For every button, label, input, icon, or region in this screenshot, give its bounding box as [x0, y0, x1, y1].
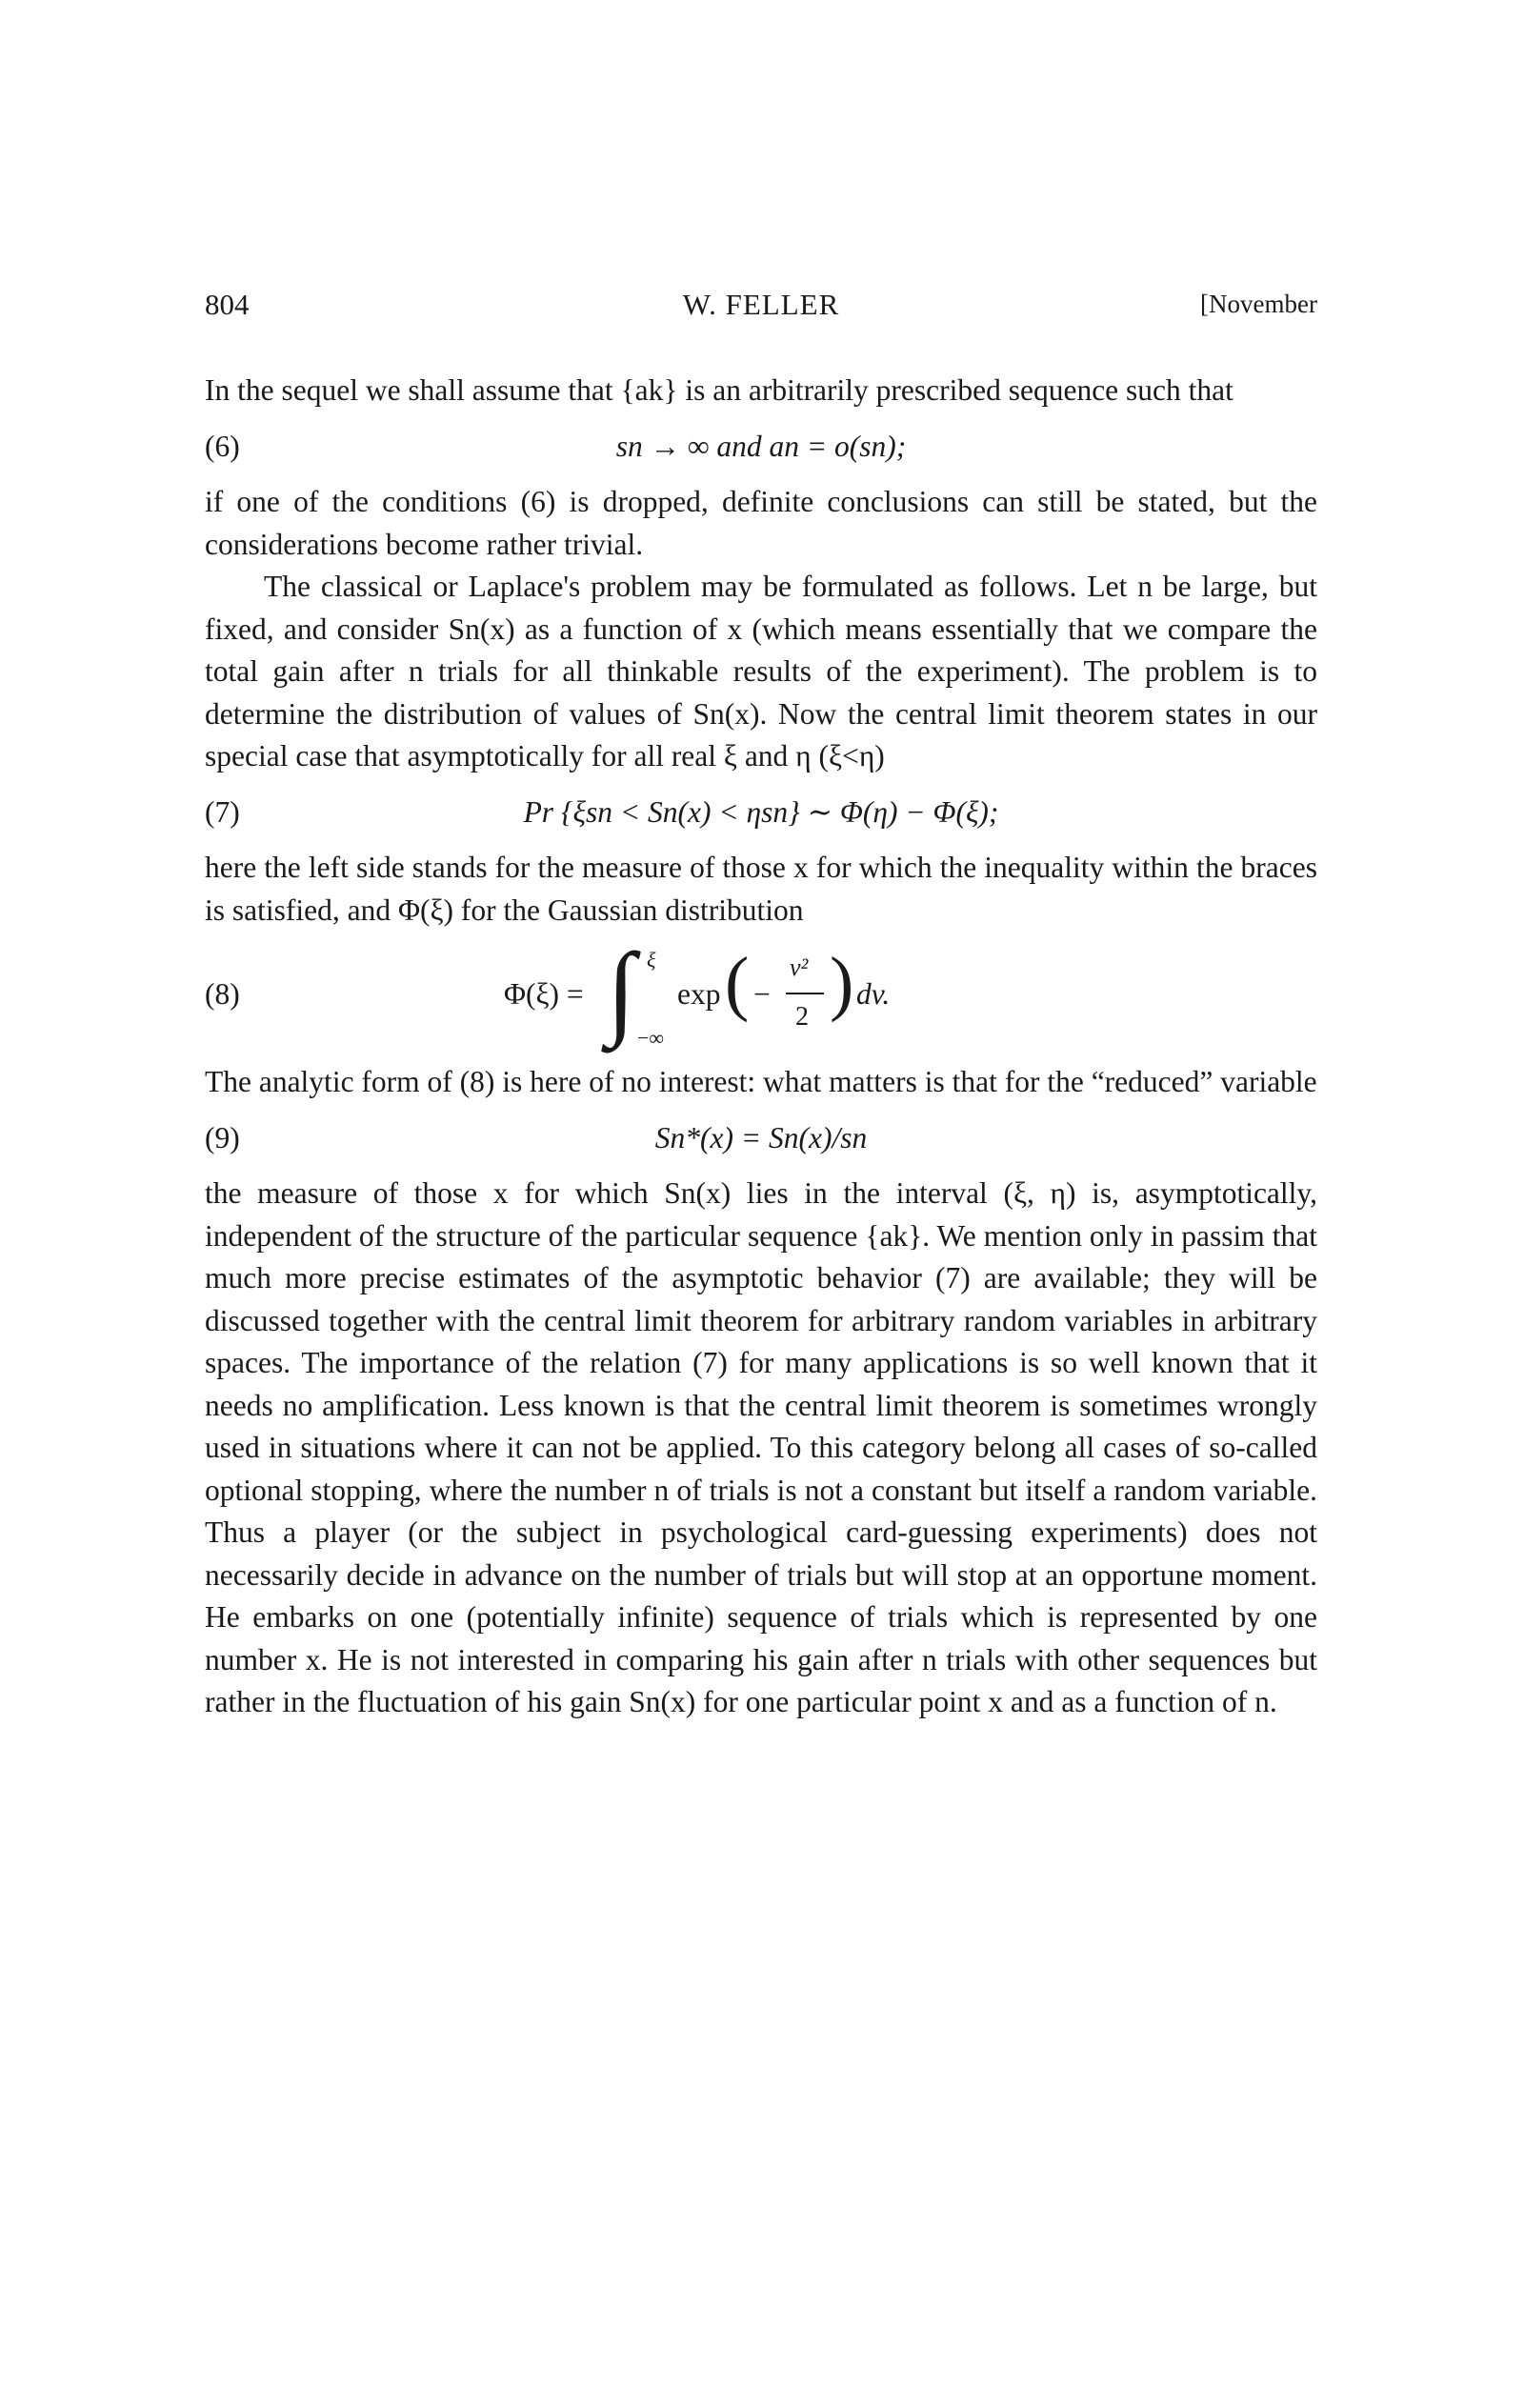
- fraction-denominator: 2: [795, 1002, 809, 1032]
- running-month: [November: [1200, 290, 1317, 318]
- right-paren: ): [830, 943, 854, 1023]
- equation-8-body: [504, 932, 1018, 1050]
- equation-8-expression: [205, 932, 1317, 1056]
- equation-7-expression: Pr {ξsn < Sn(x) < ηsn} ∼ Φ(η) − Φ(ξ);: [523, 794, 999, 829]
- fraction-numerator: v²: [790, 953, 809, 981]
- integral-lower-limit: −∞: [637, 1026, 665, 1050]
- running-header: [205, 288, 1317, 326]
- equation-7: [205, 792, 1317, 834]
- equation-9-tag: (9): [205, 1120, 240, 1154]
- equation-8: [205, 932, 1317, 1050]
- body-text: [205, 370, 1317, 1724]
- paragraph-laplace: The classical or Laplace's problem may be formulated as follows. Let n be large, but fixed, and consider Sn(x) as a function of x (which means essentially that we compare the total gain after n trials for all thinkable results of the experiment). The problem is to determine the distribution of values of Sn(x). Now the central limit theorem states in our special case that asymptotically for all real ξ and η (ξ<η): [205, 570, 1317, 773]
- equation-9-expression: Sn*(x) = Sn(x)/sn: [654, 1120, 868, 1154]
- paragraph-measure: here the left side stands for the measure of those x for which the inequality within the braces is satisfied, and Φ(ξ) for the Gaussian distribution: [205, 851, 1317, 927]
- equation-7-tag: (7): [205, 794, 240, 829]
- paragraph-analytic-form: The analytic form of (8) is here of no interest: what matters is that for the “reduced” variable: [205, 1065, 1317, 1098]
- minus-sign: −: [753, 977, 771, 1011]
- running-author: W. FELLER: [682, 288, 840, 321]
- equation-8-tag: (8): [205, 977, 240, 1011]
- paragraph-optional-stopping: the measure of those x for which Sn(x) lies in the interval (ξ, η) is, asymptotically, independent of the structure of the particular sequence {ak}. We mention only in passim that much more precise estimates of the asymptotic behavior (7) are available; they will be discussed together with the central limit theorem for arbitrary random variables in arbitrary spaces. The importance of the relation (7) for many applications is so well known that it needs no amplification. Less known is that the central limit theorem is sometimes wrongly used in situations where it can not be applied. To this category belong all cases of so-called optional stopping, where the number n of trials is not a constant but itself a random variable. Thus a player (or the subject in psychological card-guessing experiments) does not necessarily decide in advance on the number of trials but will stop at an opportune moment. He embarks on one (potentially infinite) sequence of trials which is represented by one number x. He is not interested in comparing his gain after n trials with other sequences but rather in the fluctuation of his gain Sn(x) for one particular point x and as a function of n.: [205, 1176, 1317, 1718]
- equation-6-tag: (6): [205, 429, 240, 463]
- paragraph-sequel: In the sequel we shall assume that {ak} is an arbitrarily prescribed sequence such that: [205, 373, 1233, 407]
- equation-8-lhs: Φ(ξ) =: [504, 977, 584, 1011]
- exp-function: exp: [677, 977, 721, 1011]
- equation-6-expression: sn → ∞ and an = o(sn);: [615, 429, 907, 463]
- paragraph-conditions: if one of the conditions (6) is dropped, definite conclusions can still be stated, but the considerations become rather trivial.: [205, 485, 1317, 561]
- integral-upper-limit: ξ: [647, 948, 656, 972]
- integral-sign: ∫: [607, 932, 636, 1048]
- left-paren: (: [725, 943, 750, 1023]
- fraction-bar: [786, 993, 824, 994]
- differential: dv.: [856, 977, 891, 1011]
- page-number: 804: [205, 288, 250, 321]
- equation-6: [205, 426, 1317, 469]
- equation-9: [205, 1117, 1317, 1160]
